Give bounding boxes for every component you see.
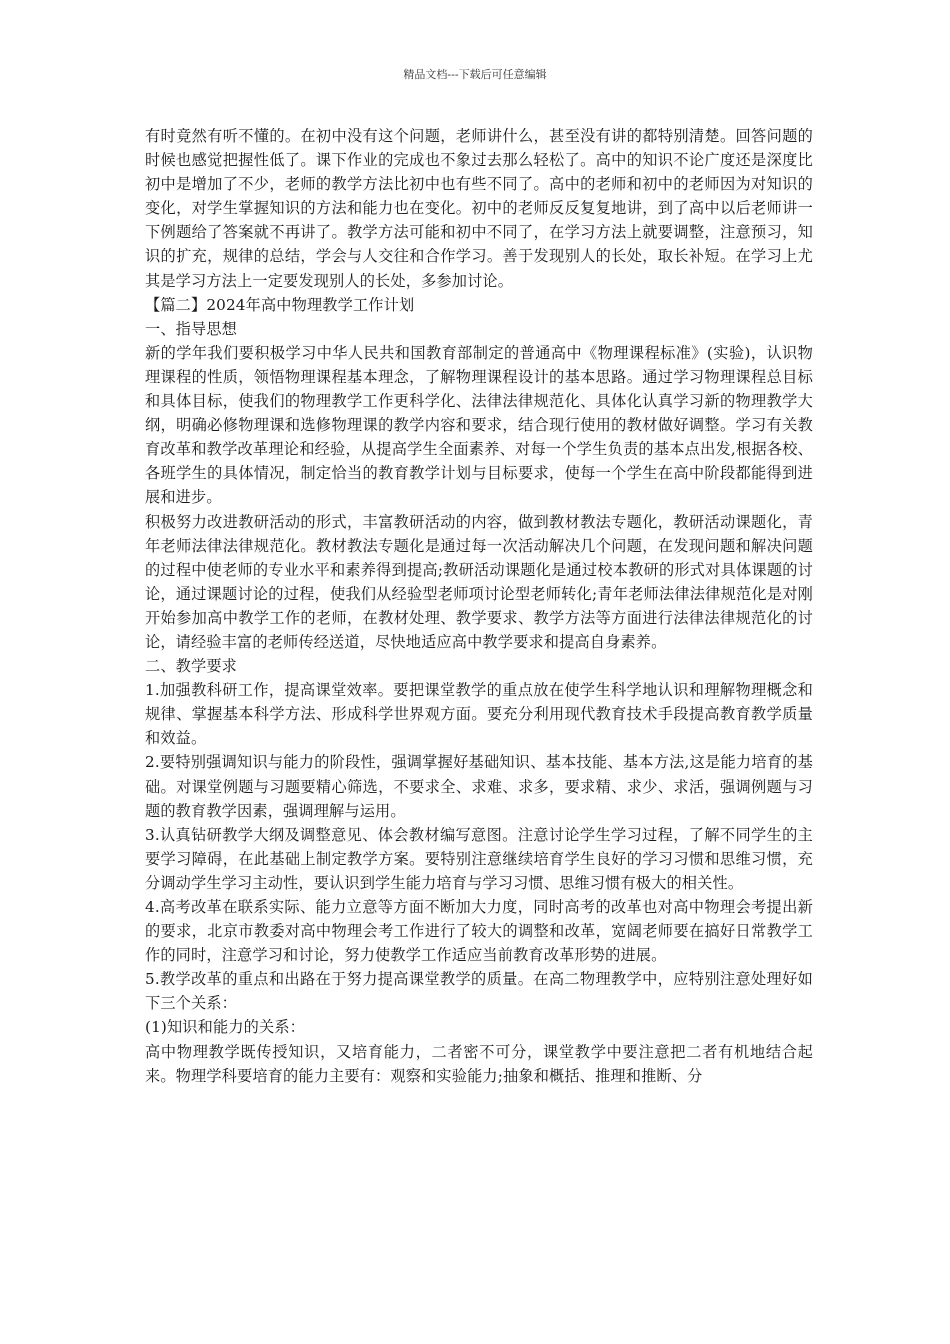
list-item: 5.教学改革的重点和出路在于努力提高课堂教学的质量。在高二物理教学中，应特别注意处理好如下三个关系： (145, 970, 813, 1013)
paragraph-continuation: 有时竟然有听不懂的。在初中没有这个问题，老师讲什么，甚至没有讲的都特别清楚。回答问题的时候也感觉把握性低了。课下作业的完成也不象过去那么轻松了。高中的知识不论广度还是深度比初中是增加了不少，老师的教学方法比初中也有些不同了。高中的老师和初中的老师因为对知识的变化，对学生掌握知识的方法和能力也在变化。初中的老师反反复复地讲，到了高中以后老师讲一下例题给了答案就不再讲了。教学方法可能和初中不同了，在学习方法上就要调整，注意预习，知识的扩充，规律的总结，学会与人交往和合作学习。善于发现别人的长处，取长补短。在学习上尤其是学习方法上一定要发现别人的长处，多参加讨论。 (145, 127, 813, 290)
document-body (145, 124, 813, 1088)
section-title: 【篇二】2024年高中物理教学工作计划 (145, 295, 415, 314)
heading-guiding-thought: 一、指导思想 (145, 319, 238, 338)
paragraph: 新的学年我们要积极学习中华人民共和国教育部制定的普通高中《物理课程标准》(实验)，认识物理课程的性质，领悟物理课程基本理念，了解物理课程设计的基本思路。通过学习物理课程总目标和具体目标，使我们的物理教学工作更科学化、法律法律规范化、具体化认真学习新的物理教学大纲，明确必修物理课和选修物理课的教学内容和要求，结合现行使用的教材做好调整。学习有关教育改革和教学改革理论和经验，从提高学生全面素养、对每一个学生负责的基本点出发,根据各校、各班学生的具体情况，制定恰当的教育教学计划与目标要求，使每一个学生在高中阶段都能得到进展和进步。 (145, 343, 813, 507)
heading-teaching-requirements: 二、教学要求 (145, 657, 238, 676)
list-item: 4.高考改革在联系实际、能力立意等方面不断加大力度，同时高考的改革也对高中物理会考提出新的要求，北京市教委对高中物理会考工作进行了较大的调整和改革，宽阔老师要在搞好日常教学工作的同时，注意学习和讨论，努力使教学工作适应当前教育改革形势的进展。 (145, 898, 813, 965)
list-item: 3.认真钻研教学大纲及调整意见、体会教材编写意图。注意讨论学生学习过程，了解不同学生的主要学习障碍，在此基础上制定教学方案。要特别注意继续培育学生良好的学习习惯和思维习惯，充分调动学生学习主动性，要认识到学生能力培育与学习习惯、思维习惯有极大的相关性。 (145, 825, 813, 892)
paragraph: 积极努力改进教研活动的形式，丰富教研活动的内容，做到教材教法专题化，教研活动课题化，青年老师法律法律规范化。教材教法专题化是通过每一次活动解决几个问题，在发现问题和解决问题的过程中使老师的专业水平和素养得到提高;教研活动课题化是通过校本教研的形式对具体课题的讨论，通过课题讨论的过程，使我们从经验型老师项讨论型老师转化;青年老师法律法律规范化是对刚开始参加高中教学工作的老师，在教材处理、教学要求、教学方法等方面进行法律法律规范化的讨论，请经验丰富的老师传经送道，尽快地适应高中教学要求和提高自身素养。 (145, 512, 813, 651)
sub-heading: (1)知识和能力的关系： (145, 1018, 306, 1037)
page-header: 精品文档---下载后可任意编辑 (403, 68, 547, 81)
list-item: 1.加强教科研工作，提高课堂效率。要把课堂教学的重点放在使学生科学地认识和理解物理概念和规律、掌握基本科学方法、形成科学世界观方面。要充分利用现代教育技术手段提高教育教学质量和效益。 (145, 681, 813, 748)
list-item: 2.要特别强调知识与能力的阶段性，强调掌握好基础知识、基本技能、基本方法,这是能力培育的基础。对课堂例题与习题要精心筛选，不要求全、求难、求多，要求精、求少、求活，强调例题与习题的教育教学因素，强调理解与运用。 (145, 753, 813, 820)
paragraph: 高中物理教学既传授知识，又培育能力，二者密不可分，课堂教学中要注意把二者有机地结合起来。物理学科要培育的能力主要有：观察和实验能力;抽象和概括、推理和推断、分 (145, 1042, 813, 1085)
